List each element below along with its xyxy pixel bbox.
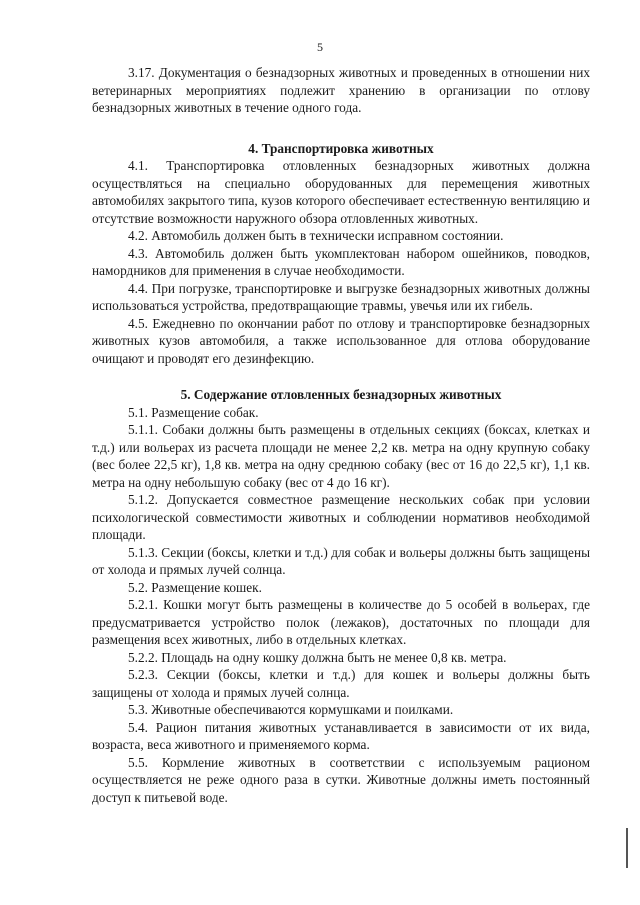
paragraph-5-4: 5.4. Рацион питания животных устанавливается в зависимости от их вида, возраста, веса животного и применяемого корма.	[92, 719, 590, 752]
paragraph-4-1: 4.1. Транспортировка отловленных безнадзорных животных должна осуществляться на специально оборудованных для перемещения животных автомобилях закрытого типа, кузов которого обеспечивает естественную вентиляцию и отсутствие возможности наружного обзора отловленных животных.	[92, 158, 590, 226]
paragraph-5-2-1: 5.2.1. Кошки могут быть размещены в количестве до 5 особей в вольерах, где предусматривается устройство полок (лежаков), достаточных по площади для размещения всех животных, либо в отдельных клетках.	[92, 597, 590, 647]
paragraph-5-1: 5.1. Размещение собак.	[128, 404, 259, 420]
paragraph-5-1-3: 5.1.3. Секции (боксы, клетки и т.д.) для собак и вольеры должны быть защищены от холода и прямых лучей солнца.	[92, 544, 590, 577]
paragraph-4-2: 4.2. Автомобиль должен быть в технически исправном состоянии.	[128, 228, 504, 243]
paragraph-3-17: 3.17. Документация о безнадзорных животных и проведенных в отношении них ветеринарных мероприятиях подлежит хранению в организации по отлову безнадзорных животных в течение одного года.	[92, 65, 590, 115]
paragraph-5-3: 5.3. Животные обеспечиваются кормушками и поилками.	[128, 702, 454, 717]
section-4-heading: 4. Транспортировка животных	[248, 140, 434, 156]
section-gap	[92, 367, 590, 386]
section-gap	[92, 117, 590, 140]
paragraph-4-5: 4.5. Ежедневно по окончании работ по отлову и транспортировке безнадзорных животных кузов автомобиля, а также использованное для отлова оборудование очищают и проводят его дезинфекцию.	[92, 315, 590, 366]
paragraph-5-2: 5.2. Размещение кошек.	[128, 579, 262, 595]
scan-edge-mark	[626, 828, 628, 868]
paragraph-5-1-2: 5.1.2. Допускается совместное размещение нескольких собак при условии психологической совместимости животных и соблюдении нормативов необходимой площади.	[92, 492, 590, 542]
paragraph-4-4: 4.4. При погрузке, транспортировке и выгрузке безнадзорных животных должны использоваться устройства, предотвращающие травмы, увечья или их гибель.	[92, 280, 590, 313]
section-5-heading: 5. Содержание отловленных безнадзорных животных	[180, 387, 502, 402]
paragraph-5-5: 5.5. Кормление животных в соответствии с используемым рационом осуществляется не реже одного раза в сутки. Животные должны иметь постоянный доступ к питьевой воде.	[92, 754, 590, 805]
paragraph-5-2-2: 5.2.2. Площадь на одну кошку должна быть не менее 0,8 кв. метра.	[128, 649, 507, 665]
page-number: 5	[317, 40, 323, 54]
paragraph-5-2-3: 5.2.3. Секции (боксы, клетки и т.д.) для кошек и вольеры должны быть защищены от холода и прямых лучей солнца.	[92, 667, 590, 700]
paragraph-5-1-1: 5.1.1. Собаки должны быть размещены в отдельных секциях (боксах, клетках и т.д.) или вольерах из расчета площади не менее 2,2 кв. метра на одну крупную собаку (вес более 22,5 кг), 1,8 кв. метра на одну среднюю собаку (вес от 16 до 22,5 кг), 1,1 кв. метра на одну небольшую собаку (вес от 4 до 16 кг).	[92, 422, 590, 490]
paragraph-4-3: 4.3. Автомобиль должен быть укомплектован набором ошейников, поводков, намордников для применения в случае необходимости.	[92, 245, 590, 278]
document-body	[92, 64, 590, 806]
